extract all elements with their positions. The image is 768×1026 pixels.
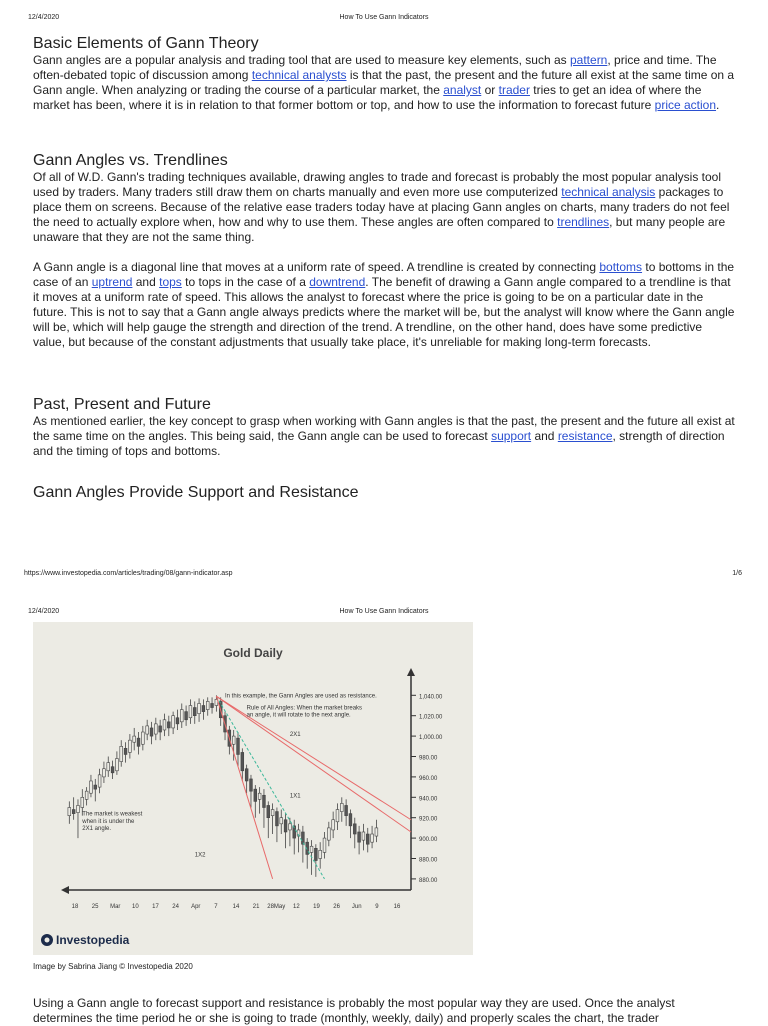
candle-body	[81, 797, 84, 807]
candle-body	[353, 824, 356, 834]
chart-annotation: The market is weakest	[82, 811, 143, 818]
y-tick-label: 940.00	[419, 796, 438, 803]
gann-chart-figure	[33, 622, 473, 955]
footer-page-number: 1/6	[732, 570, 742, 577]
x-tick-label: Jun	[351, 904, 362, 910]
candle-body	[198, 703, 201, 713]
y-axis-arrow	[407, 668, 415, 676]
candle-body	[323, 838, 326, 852]
header-title: How To Use Gann Indicators	[339, 608, 429, 615]
candle-body	[245, 769, 248, 781]
y-tick-label: 980.00	[419, 755, 438, 762]
gann-angle-line	[216, 696, 324, 879]
candle-body	[154, 724, 157, 734]
candle-body	[133, 736, 136, 742]
section-title: Gann Angles Provide Support and Resistance	[33, 484, 359, 501]
x-tick-label: 18	[71, 904, 79, 910]
x-tick-label: 19	[313, 904, 320, 910]
chart-title: Gold Daily	[223, 646, 283, 660]
candle-body	[103, 769, 106, 777]
candle-body	[94, 785, 97, 789]
x-tick-label: 12	[293, 904, 300, 910]
candle-body	[289, 824, 292, 830]
candle-body	[250, 779, 253, 791]
candle-body	[146, 726, 149, 734]
candle-body	[116, 759, 119, 771]
candle-body	[180, 710, 183, 722]
candle-body	[72, 810, 75, 814]
y-tick-label: 1,020.00	[419, 714, 443, 721]
candle-body	[336, 810, 339, 822]
chart-annotation: an angle, it will rotate to the next angle.	[246, 712, 351, 719]
candle-body	[327, 828, 330, 840]
candle-body	[366, 834, 369, 844]
y-tick-label: 880.00	[419, 857, 438, 864]
section-title: Gann Angles vs. Trendlines	[33, 152, 228, 169]
candle-body	[172, 716, 175, 728]
section-past-present-future	[33, 396, 736, 459]
candle-body	[159, 726, 162, 732]
candle-body	[349, 814, 352, 826]
gann-angle-line	[216, 696, 272, 879]
candle-body	[167, 722, 170, 728]
section-support-resistance-heading	[33, 484, 736, 502]
y-tick-label: 960.00	[419, 775, 438, 782]
x-tick-label: 14	[232, 904, 240, 910]
paragraph: As mentioned earlier, the key concept to grasp when working with Gann angles is that the past, the present and the future all exist at the same time on the angles. This being said, the Gann angle can be used to forecast support and resistance, strength of direction and the timing of tops and bottoms.	[33, 414, 735, 458]
x-tick-label: 24	[172, 904, 179, 910]
footer-url[interactable]: https://www.investopedia.com/articles/trading/08/gann-indicator.asp	[24, 570, 233, 577]
chart-annotation: 2X1 angle.	[82, 825, 112, 832]
paragraph: A Gann angle is a diagonal line that moves at a uniform rate of speed. A trendline is created by connecting bottoms to bottoms in the case of an uptrend and tops to tops in the case of a downtrend. The benefit of drawing a Gann angle compared to a trendline is that it moves at a uniform rate of speed. This allows the analyst to forecast where the price is going to be on a particular date in the future. This is not to say that a Gann angle always predicts where the market will be, but the analyst will know where the Gann angle will be, which will help gauge the strength and direction of the trend. A trendline, on the other hand, does have some predictive value, but because of the constant adjustments that usually take place, it's unreliable for making long-term forecasts.	[33, 260, 735, 349]
candle-body	[137, 738, 140, 746]
x-tick-label: 9	[375, 904, 379, 910]
y-tick-label: 920.00	[419, 816, 438, 823]
section-angles-vs-trendlines	[33, 152, 736, 350]
x-axis-arrow	[61, 886, 69, 894]
candle-body	[301, 832, 304, 844]
y-tick-label: 1,040.00	[419, 694, 443, 701]
candle-body	[176, 718, 179, 724]
paragraph: Of all of W.D. Gann's trading techniques available, drawing angles to trade and forecast is probably the most popular analysis tool used by traders. Many traders still draw them on charts manually and even more use computerized technical analysis packages to place them on screens. Because of the relative ease traders today have at placing Gann angles on charts, many traders do not feel the need to actually explore when, how and why to use them. These angles are often compared to trendlines, but many people are unaware that they are not the same thing.	[33, 170, 730, 244]
candle-body	[141, 732, 144, 744]
chart-annotation: Rule of All Angles: When the market breaks	[246, 705, 363, 712]
chart-annotation: 2X1	[289, 732, 301, 739]
candle-body	[150, 728, 153, 736]
candle-body	[185, 712, 188, 720]
x-tick-label: 21	[252, 904, 260, 910]
candle-body	[319, 850, 322, 858]
paragraph: Using a Gann angle to forecast support and resistance is probably the most popular way they are used. Once the analyst determines the time period he or she is going to trade (monthly, weekly, daily) and properly scales the chart, the trader	[33, 996, 675, 1025]
candle-body	[284, 820, 287, 832]
candle-body	[232, 736, 235, 744]
candle-body	[241, 752, 244, 770]
candle-body	[276, 812, 279, 826]
header-date: 12/4/2020	[28, 14, 60, 21]
y-tick-label: 1,000.00	[419, 735, 443, 742]
candle-body	[237, 738, 240, 754]
candle-body	[258, 793, 261, 799]
candle-body	[189, 706, 192, 718]
header-date: 12/4/2020	[28, 608, 60, 615]
link-uptrend[interactable]: uptrend	[91, 275, 133, 289]
candle-body	[206, 701, 209, 709]
x-tick-label: 17	[152, 904, 159, 910]
link-price-action[interactable]: price action	[654, 98, 717, 112]
candle-body	[111, 767, 114, 773]
section-title: Basic Elements of Gann Theory	[33, 35, 259, 52]
gann-angles	[216, 696, 411, 879]
candle-body	[371, 834, 374, 842]
candle-body	[314, 848, 317, 860]
candle-body	[107, 763, 110, 771]
link-tops[interactable]: tops	[159, 275, 182, 289]
brand-name: Investopedia	[56, 933, 130, 947]
candle-body	[124, 748, 127, 754]
candle-body	[362, 832, 365, 840]
candle-body	[193, 708, 196, 716]
link-technical-analysts[interactable]: technical analysts	[251, 68, 347, 82]
candle-body	[267, 805, 270, 817]
chart-annotation: 1X2	[194, 852, 206, 859]
chart-annotation: In this example, the Gann Angles are used as resistance.	[225, 693, 377, 700]
x-tick-label: 25	[91, 904, 99, 910]
candle-body	[340, 803, 343, 811]
link-trader[interactable]: trader	[498, 83, 530, 97]
link-support[interactable]: support	[491, 429, 532, 443]
candle-body	[77, 805, 80, 812]
candles	[68, 695, 378, 877]
chart-annotation: 1X1	[289, 793, 301, 800]
x-tick-label: 10	[132, 904, 139, 910]
section-basic-elements	[33, 35, 736, 113]
candle-body	[85, 791, 88, 799]
candle-body	[211, 703, 214, 707]
link-trendlines[interactable]: trendlines	[557, 215, 610, 229]
candle-body	[202, 706, 205, 712]
candle-body	[280, 818, 283, 824]
candle-body	[310, 846, 313, 852]
candle-body	[90, 781, 93, 793]
candle-body	[98, 775, 101, 787]
candle-body	[68, 808, 71, 816]
candle-body	[263, 795, 266, 807]
gold-daily-chart	[33, 622, 473, 955]
x-tick-label: 16	[393, 904, 401, 910]
candle-body	[163, 720, 166, 730]
x-tick-label: Apr	[191, 904, 201, 910]
x-tick-label: 7	[214, 904, 218, 910]
candle-body	[120, 746, 123, 761]
figure-caption: Image by Sabrina Jiang © Investopedia 2020	[33, 962, 193, 971]
x-tick-label: 28May	[267, 904, 286, 910]
paragraph: Gann angles are a popular analysis and trading tool that are used to measure key elements, such as pattern, price and time. The often-debated topic of discussion among technical analysts is that the past, the present and the future all exist at the same time on a Gann angle. When analyzing or trading the course of a particular market, the analyst or trader tries to get an idea of where the market has been, where it is in relation to that former bottom or top, and how to use the information to forecast future price action.	[33, 53, 735, 112]
candle-body	[375, 828, 378, 836]
section-title: Past, Present and Future	[33, 396, 211, 413]
candle-body	[271, 810, 274, 816]
x-tick-label: Mar	[110, 904, 121, 910]
candle-body	[358, 832, 361, 842]
logo-mark-inner	[45, 938, 50, 943]
candle-body	[254, 789, 257, 801]
investopedia-logo	[41, 933, 130, 947]
link-downtrend[interactable]: downtrend	[309, 275, 366, 289]
link-technical-analysis[interactable]: technical analysis	[561, 185, 656, 199]
link-resistance[interactable]: resistance	[557, 429, 613, 443]
link-bottoms[interactable]: bottoms	[599, 260, 643, 274]
link-analyst[interactable]: analyst	[443, 83, 482, 97]
candle-body	[345, 805, 348, 815]
chart-annotation: when it is under the	[82, 818, 135, 825]
y-tick-label: 880.00	[419, 877, 438, 884]
section-support-resistance-body	[33, 996, 736, 1026]
x-tick-label: 26	[333, 904, 340, 910]
candle-body	[128, 740, 131, 752]
y-tick-label: 900.00	[419, 837, 438, 844]
link-pattern[interactable]: pattern	[570, 53, 608, 67]
header-title: How To Use Gann Indicators	[339, 14, 429, 21]
candle-body	[332, 820, 335, 830]
